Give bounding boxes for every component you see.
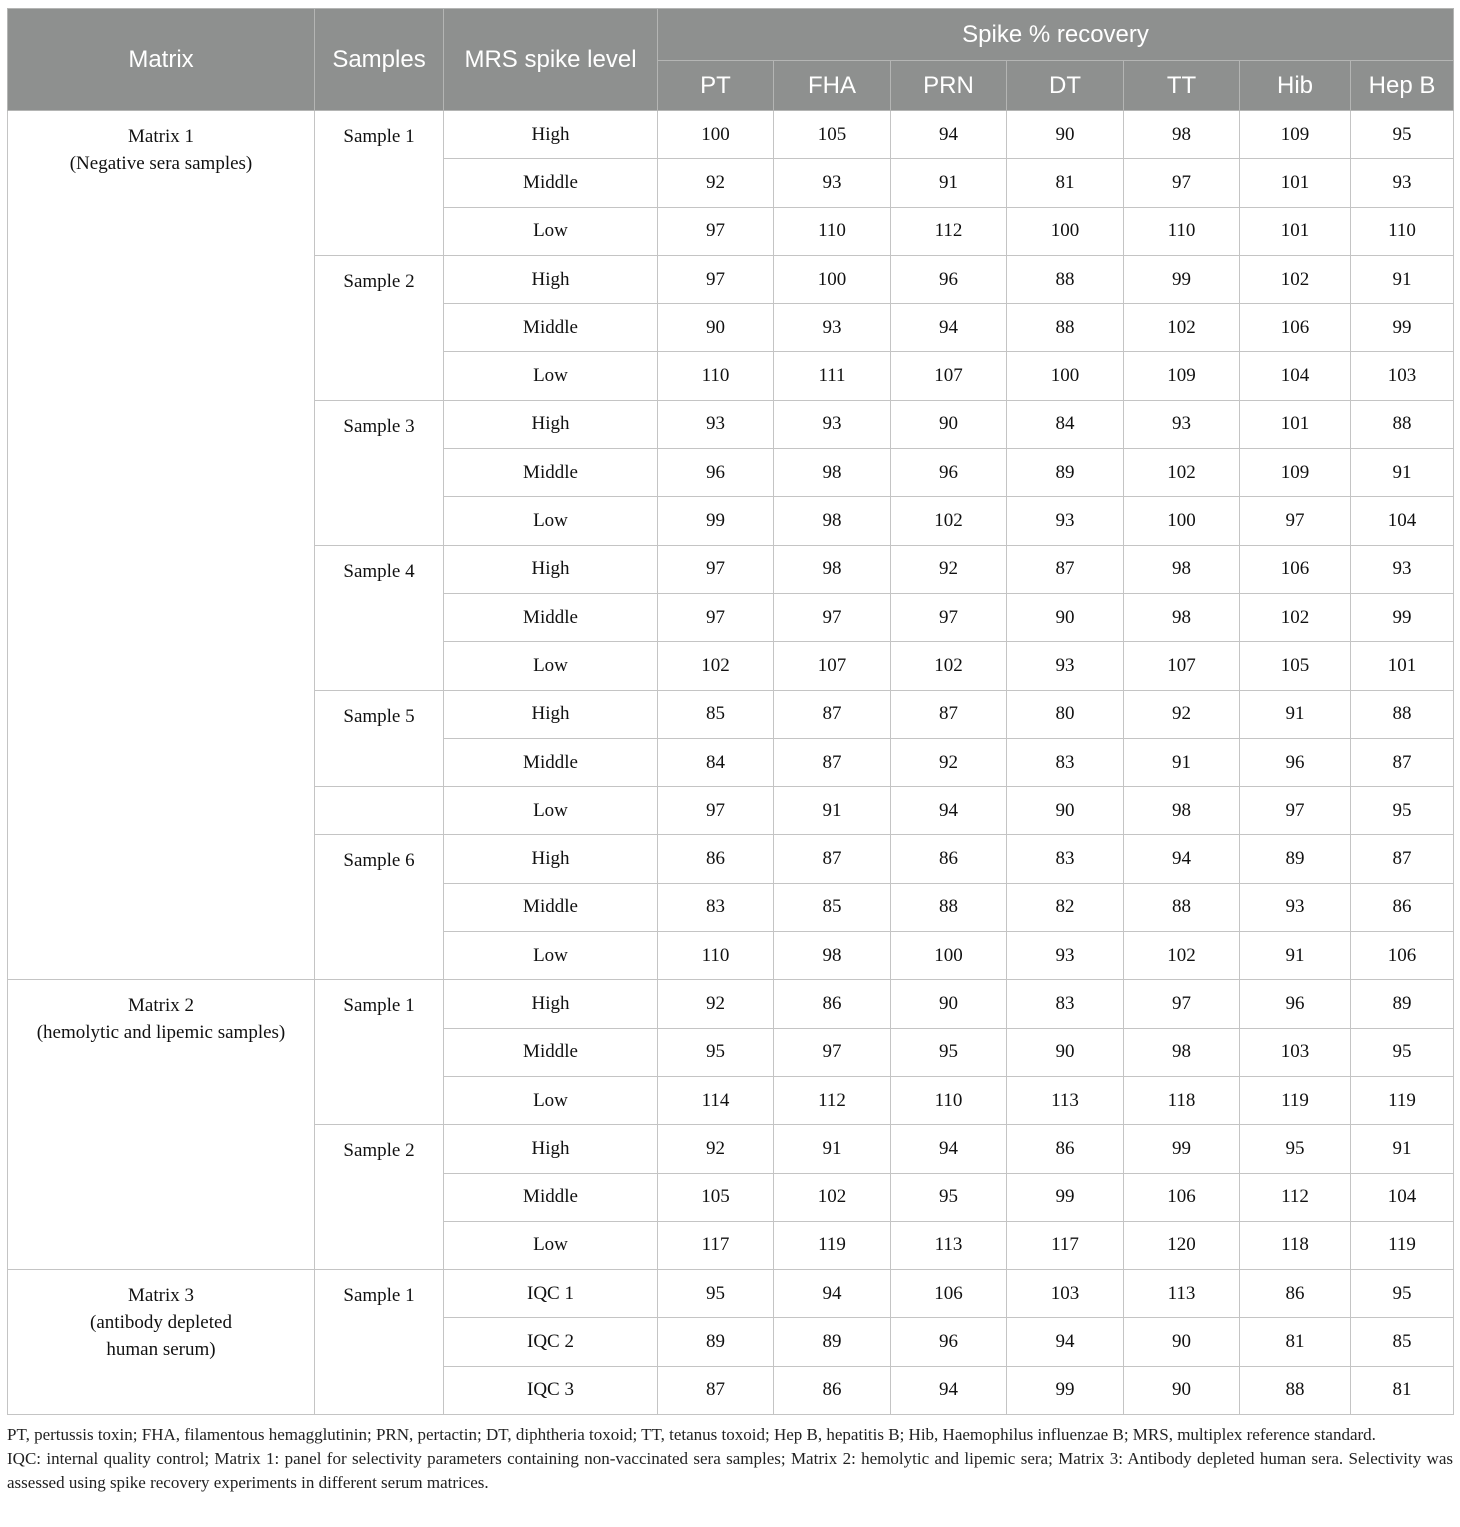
footnote-definitions: IQC: internal quality control; Matrix 1: panel for selectivity parameters containing non-vaccinated sera samples; Matrix 2: hemolytic and lipemic sera; Matrix 3: Antibody depleted human sera. Selectivity was assessed using spike recovery experiments in different serum matrices. [7,1449,1453,1493]
recovery-value-cell: 120 [1124,1221,1240,1269]
spike-level-cell: Middle [444,159,658,207]
spike-recovery-table [7,8,1454,1415]
recovery-value-cell: 86 [1351,883,1454,931]
recovery-value-cell: 100 [891,932,1007,980]
recovery-value-cell: 93 [774,304,891,352]
recovery-value-cell: 94 [891,1125,1007,1173]
recovery-value-cell: 85 [774,883,891,931]
recovery-value-cell: 93 [1240,883,1351,931]
recovery-value-cell: 83 [1007,835,1124,883]
recovery-value-cell: 99 [1124,1125,1240,1173]
spike-level-cell: High [444,1125,658,1173]
recovery-value-cell: 85 [1351,1318,1454,1366]
recovery-value-cell: 99 [658,497,774,545]
recovery-value-cell: 104 [1240,352,1351,400]
recovery-value-cell: 104 [1351,1173,1454,1221]
recovery-value-cell: 91 [891,159,1007,207]
recovery-value-cell: 110 [658,352,774,400]
recovery-value-cell: 91 [1351,255,1454,303]
recovery-value-cell: 89 [774,1318,891,1366]
sample-label: Sample 3 [315,400,444,545]
header-antigen: PT [658,61,774,111]
recovery-value-cell: 100 [774,255,891,303]
recovery-value-cell: 104 [1351,497,1454,545]
recovery-value-cell: 95 [658,1028,774,1076]
recovery-value-cell: 88 [1351,400,1454,448]
recovery-value-cell: 91 [1351,449,1454,497]
recovery-value-cell: 90 [891,980,1007,1028]
recovery-value-cell: 92 [658,1125,774,1173]
recovery-value-cell: 88 [1007,255,1124,303]
recovery-value-cell: 103 [1240,1028,1351,1076]
spike-level-cell: Middle [444,304,658,352]
recovery-value-cell: 100 [1007,207,1124,255]
recovery-value-cell: 119 [1351,1221,1454,1269]
recovery-value-cell: 91 [1240,932,1351,980]
recovery-value-cell: 87 [1351,738,1454,786]
recovery-value-cell: 100 [658,111,774,159]
recovery-value-cell: 98 [774,449,891,497]
recovery-value-cell: 99 [1351,304,1454,352]
recovery-value-cell: 117 [1007,1221,1124,1269]
header-spike-level: MRS spike level [444,9,658,111]
recovery-value-cell: 89 [1007,449,1124,497]
recovery-value-cell: 88 [1351,690,1454,738]
recovery-value-cell: 92 [891,738,1007,786]
recovery-value-cell: 99 [1007,1366,1124,1414]
header-spike-recovery: Spike % recovery [658,9,1454,61]
recovery-value-cell: 86 [891,835,1007,883]
recovery-value-cell: 92 [658,980,774,1028]
recovery-value-cell: 96 [1240,980,1351,1028]
recovery-value-cell: 90 [1007,787,1124,835]
recovery-value-cell: 97 [658,593,774,641]
recovery-value-cell: 89 [1240,835,1351,883]
sample-label [315,787,444,835]
recovery-value-cell: 93 [774,400,891,448]
table-container [7,8,1453,1495]
recovery-value-cell: 119 [774,1221,891,1269]
recovery-value-cell: 118 [1240,1221,1351,1269]
recovery-value-cell: 119 [1240,1076,1351,1124]
table-header [8,9,1454,111]
table-row [8,111,1454,159]
recovery-value-cell: 105 [658,1173,774,1221]
recovery-value-cell: 86 [658,835,774,883]
spike-level-cell: Low [444,497,658,545]
recovery-value-cell: 84 [658,738,774,786]
recovery-value-cell: 112 [1240,1173,1351,1221]
recovery-value-cell: 110 [658,932,774,980]
recovery-value-cell: 91 [1240,690,1351,738]
recovery-value-cell: 110 [891,1076,1007,1124]
recovery-value-cell: 83 [1007,980,1124,1028]
header-samples: Samples [315,9,444,111]
recovery-value-cell: 102 [774,1173,891,1221]
recovery-value-cell: 102 [891,497,1007,545]
recovery-value-cell: 90 [891,400,1007,448]
recovery-value-cell: 86 [1007,1125,1124,1173]
recovery-value-cell: 103 [1351,352,1454,400]
spike-level-cell: High [444,400,658,448]
recovery-value-cell: 98 [774,497,891,545]
recovery-value-cell: 95 [1351,1270,1454,1318]
spike-level-cell: Middle [444,1028,658,1076]
recovery-value-cell: 99 [1007,1173,1124,1221]
recovery-value-cell: 96 [1240,738,1351,786]
spike-level-cell: Middle [444,738,658,786]
sample-label: Sample 1 [315,111,444,256]
recovery-value-cell: 102 [658,642,774,690]
recovery-value-cell: 88 [1240,1366,1351,1414]
recovery-value-cell: 97 [658,545,774,593]
recovery-value-cell: 113 [1007,1076,1124,1124]
spike-level-cell: IQC 3 [444,1366,658,1414]
recovery-value-cell: 107 [774,642,891,690]
recovery-value-cell: 101 [1240,400,1351,448]
recovery-value-cell: 88 [891,883,1007,931]
header-antigen: Hib [1240,61,1351,111]
spike-level-cell: Low [444,1221,658,1269]
recovery-value-cell: 110 [1351,207,1454,255]
recovery-value-cell: 111 [774,352,891,400]
recovery-value-cell: 95 [1351,1028,1454,1076]
recovery-value-cell: 96 [891,1318,1007,1366]
recovery-value-cell: 102 [891,642,1007,690]
sample-label: Sample 1 [315,980,444,1125]
recovery-value-cell: 81 [1351,1366,1454,1414]
recovery-value-cell: 98 [1124,545,1240,593]
recovery-value-cell: 92 [658,159,774,207]
recovery-value-cell: 82 [1007,883,1124,931]
recovery-value-cell: 102 [1240,255,1351,303]
recovery-value-cell: 83 [1007,738,1124,786]
spike-level-cell: Middle [444,593,658,641]
recovery-value-cell: 109 [1124,352,1240,400]
recovery-value-cell: 97 [891,593,1007,641]
recovery-value-cell: 81 [1007,159,1124,207]
recovery-value-cell: 98 [1124,111,1240,159]
recovery-value-cell: 90 [1007,1028,1124,1076]
recovery-value-cell: 93 [1124,400,1240,448]
spike-level-cell: IQC 1 [444,1270,658,1318]
recovery-value-cell: 109 [1240,111,1351,159]
recovery-value-cell: 87 [1351,835,1454,883]
recovery-value-cell: 94 [891,304,1007,352]
footnote-abbreviations: PT, pertussis toxin; FHA, filamentous hemagglutinin; PRN, pertactin; DT, diphtheria toxoid; TT, tetanus toxoid; Hep B, hepatitis B; Hib, Haemophilus influenzae B; MRS, multiplex reference standard. [7,1425,1376,1445]
recovery-value-cell: 96 [891,255,1007,303]
recovery-value-cell: 110 [774,207,891,255]
table-footnotes [7,1423,1453,1495]
header-antigen: FHA [774,61,891,111]
matrix-cell [8,111,315,980]
recovery-value-cell: 106 [1240,545,1351,593]
matrix-cell [8,980,315,1270]
recovery-value-cell: 90 [1007,593,1124,641]
spike-level-cell: High [444,980,658,1028]
header-antigen: PRN [891,61,1007,111]
recovery-value-cell: 101 [1240,207,1351,255]
matrix-description: (Negative sera samples) [69,153,253,174]
recovery-value-cell: 87 [774,835,891,883]
recovery-value-cell: 90 [1124,1318,1240,1366]
recovery-value-cell: 93 [1007,932,1124,980]
sample-label: Sample 5 [315,690,444,787]
recovery-value-cell: 93 [774,159,891,207]
recovery-value-cell: 83 [658,883,774,931]
recovery-value-cell: 93 [1351,159,1454,207]
recovery-value-cell: 96 [891,449,1007,497]
spike-level-cell: High [444,111,658,159]
recovery-value-cell: 106 [1240,304,1351,352]
recovery-value-cell: 97 [1240,497,1351,545]
recovery-value-cell: 92 [1124,690,1240,738]
recovery-value-cell: 81 [1240,1318,1351,1366]
recovery-value-cell: 113 [891,1221,1007,1269]
spike-level-cell: High [444,255,658,303]
recovery-value-cell: 102 [1124,932,1240,980]
recovery-value-cell: 91 [1124,738,1240,786]
spike-level-cell: Middle [444,883,658,931]
recovery-value-cell: 105 [774,111,891,159]
spike-level-cell: Middle [444,449,658,497]
sample-label: Sample 6 [315,835,444,980]
table-body [8,111,1454,1415]
matrix-name: Matrix 2 [128,995,194,1017]
recovery-value-cell: 101 [1240,159,1351,207]
recovery-value-cell: 94 [891,787,1007,835]
recovery-value-cell: 99 [1351,593,1454,641]
recovery-value-cell: 97 [1124,159,1240,207]
recovery-value-cell: 95 [1240,1125,1351,1173]
recovery-value-cell: 105 [1240,642,1351,690]
recovery-value-cell: 86 [1240,1270,1351,1318]
recovery-value-cell: 98 [1124,593,1240,641]
recovery-value-cell: 90 [658,304,774,352]
matrix-name: Matrix 1 [128,126,194,147]
recovery-value-cell: 95 [658,1270,774,1318]
recovery-value-cell: 101 [1351,642,1454,690]
spike-level-cell: High [444,545,658,593]
recovery-value-cell: 100 [1124,497,1240,545]
recovery-value-cell: 85 [658,690,774,738]
header-antigen: DT [1007,61,1124,111]
recovery-value-cell: 99 [1124,255,1240,303]
recovery-value-cell: 98 [1124,787,1240,835]
recovery-value-cell: 88 [1007,304,1124,352]
spike-level-cell: Low [444,1076,658,1124]
recovery-value-cell: 97 [658,787,774,835]
recovery-value-cell: 92 [891,545,1007,593]
recovery-value-cell: 97 [774,1028,891,1076]
table-row [8,980,1454,1028]
recovery-value-cell: 98 [774,932,891,980]
recovery-value-cell: 97 [774,593,891,641]
recovery-value-cell: 107 [891,352,1007,400]
matrix-description: (hemolytic and lipemic samples) [36,1022,286,1044]
recovery-value-cell: 103 [1007,1270,1124,1318]
recovery-value-cell: 87 [658,1366,774,1414]
spike-level-cell: Low [444,642,658,690]
recovery-value-cell: 93 [1007,642,1124,690]
recovery-value-cell: 102 [1124,449,1240,497]
matrix-cell [8,1270,315,1415]
recovery-value-cell: 102 [1124,304,1240,352]
recovery-value-cell: 97 [1124,980,1240,1028]
recovery-value-cell: 114 [658,1076,774,1124]
recovery-value-cell: 93 [658,400,774,448]
recovery-value-cell: 113 [1124,1270,1240,1318]
recovery-value-cell: 87 [774,738,891,786]
recovery-value-cell: 97 [1240,787,1351,835]
recovery-value-cell: 90 [1124,1366,1240,1414]
recovery-value-cell: 94 [891,111,1007,159]
recovery-value-cell: 89 [1351,980,1454,1028]
recovery-value-cell: 93 [1007,497,1124,545]
recovery-value-cell: 96 [658,449,774,497]
recovery-value-cell: 88 [1124,883,1240,931]
recovery-value-cell: 94 [774,1270,891,1318]
recovery-value-cell: 86 [774,980,891,1028]
recovery-value-cell: 89 [658,1318,774,1366]
recovery-value-cell: 94 [1124,835,1240,883]
matrix-description: (antibody depleted human serum) [90,1312,232,1361]
recovery-value-cell: 86 [774,1366,891,1414]
recovery-value-cell: 107 [1124,642,1240,690]
recovery-value-cell: 112 [774,1076,891,1124]
sample-label: Sample 1 [315,1270,444,1415]
header-antigen: Hep B [1351,61,1454,111]
recovery-value-cell: 95 [891,1028,1007,1076]
spike-level-cell: Low [444,352,658,400]
spike-level-cell: High [444,835,658,883]
recovery-value-cell: 95 [1351,787,1454,835]
spike-level-cell: Low [444,787,658,835]
recovery-value-cell: 90 [1007,111,1124,159]
recovery-value-cell: 87 [891,690,1007,738]
spike-level-cell: Low [444,932,658,980]
spike-level-cell: High [444,690,658,738]
recovery-value-cell: 102 [1240,593,1351,641]
recovery-value-cell: 87 [774,690,891,738]
recovery-value-cell: 94 [891,1366,1007,1414]
recovery-value-cell: 106 [891,1270,1007,1318]
recovery-value-cell: 95 [891,1173,1007,1221]
recovery-value-cell: 91 [1351,1125,1454,1173]
recovery-value-cell: 98 [1124,1028,1240,1076]
recovery-value-cell: 100 [1007,352,1124,400]
spike-level-cell: Low [444,207,658,255]
recovery-value-cell: 93 [1351,545,1454,593]
recovery-value-cell: 112 [891,207,1007,255]
recovery-value-cell: 119 [1351,1076,1454,1124]
recovery-value-cell: 110 [1124,207,1240,255]
recovery-value-cell: 97 [658,255,774,303]
sample-label: Sample 2 [315,1125,444,1270]
recovery-value-cell: 106 [1124,1173,1240,1221]
spike-level-cell: Middle [444,1173,658,1221]
recovery-value-cell: 94 [1007,1318,1124,1366]
recovery-value-cell: 106 [1351,932,1454,980]
recovery-value-cell: 118 [1124,1076,1240,1124]
recovery-value-cell: 109 [1240,449,1351,497]
recovery-value-cell: 98 [774,545,891,593]
recovery-value-cell: 87 [1007,545,1124,593]
recovery-value-cell: 80 [1007,690,1124,738]
sample-label: Sample 4 [315,545,444,690]
recovery-value-cell: 117 [658,1221,774,1269]
recovery-value-cell: 97 [658,207,774,255]
header-matrix: Matrix [8,9,315,111]
recovery-value-cell: 95 [1351,111,1454,159]
table-row [8,1270,1454,1318]
recovery-value-cell: 91 [774,1125,891,1173]
spike-level-cell: IQC 2 [444,1318,658,1366]
matrix-name: Matrix 3 [128,1285,194,1307]
recovery-value-cell: 84 [1007,400,1124,448]
sample-label: Sample 2 [315,255,444,400]
recovery-value-cell: 91 [774,787,891,835]
header-antigen: TT [1124,61,1240,111]
